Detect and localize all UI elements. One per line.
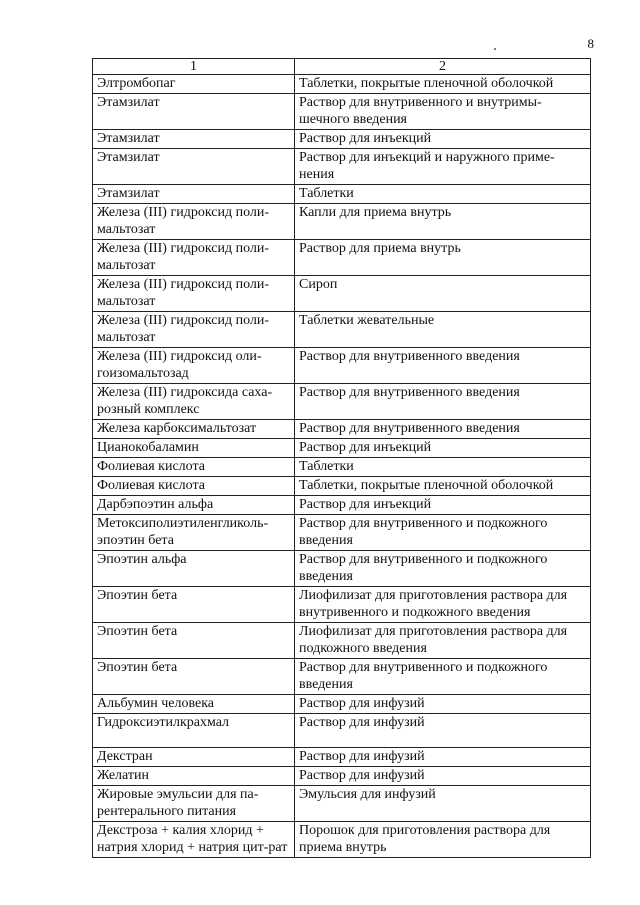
header-col-2: 2 <box>295 59 591 75</box>
table-row <box>93 312 591 348</box>
dosage-form-cell: Раствор для приема внутрь <box>295 240 591 276</box>
dosage-form-cell: Раствор для инъекций <box>295 130 591 149</box>
substance-cell: Этамзилат <box>93 130 295 149</box>
table-row <box>93 623 591 659</box>
table-row <box>93 458 591 477</box>
table-row <box>93 75 591 94</box>
substance-cell: Цианокобаламин <box>93 439 295 458</box>
substance-cell: Декстроза + калия хлорид + натрия хлорид + натрия цит-рат <box>93 822 295 858</box>
substance-cell: Декстран <box>93 748 295 767</box>
drug-table <box>92 58 591 858</box>
dosage-form-cell: Раствор для внутривенного и подкожного введения <box>295 515 591 551</box>
table-row <box>93 439 591 458</box>
substance-cell: Этамзилат <box>93 94 295 130</box>
table-row <box>93 185 591 204</box>
substance-cell: Железа (III) гидроксида саха-розный комплекс <box>93 384 295 420</box>
header-col-1: 1 <box>93 59 295 75</box>
substance-cell: Желатин <box>93 767 295 786</box>
table-row <box>93 786 591 822</box>
table-row <box>93 94 591 130</box>
dosage-form-cell: Таблетки жевательные <box>295 312 591 348</box>
substance-cell: Железа (III) гидроксид оли-гоизомальтозад <box>93 348 295 384</box>
page-number: 8 <box>587 36 594 51</box>
dosage-form-cell: Раствор для внутривенного и внутримы-шечного введения <box>295 94 591 130</box>
substance-cell: Фолиевая кислота <box>93 458 295 477</box>
dosage-form-cell: Лиофилизат для приготовления раствора для внутривенного и подкожного введения <box>295 587 591 623</box>
substance-cell: Эпоэтин бета <box>93 659 295 695</box>
table-row <box>93 240 591 276</box>
dosage-form-cell: Раствор для инфузий <box>295 714 591 748</box>
table-row <box>93 659 591 695</box>
table-row <box>93 348 591 384</box>
table-row <box>93 587 591 623</box>
substance-cell: Этамзилат <box>93 185 295 204</box>
dosage-form-cell: Раствор для внутривенного введения <box>295 348 591 384</box>
substance-cell: Эпоэтин бета <box>93 587 295 623</box>
substance-cell: Дарбэпоэтин альфа <box>93 496 295 515</box>
table-row <box>93 496 591 515</box>
header-row <box>93 59 591 75</box>
substance-cell: Гидроксиэтилкрахмал <box>93 714 295 748</box>
dosage-form-cell: Таблетки, покрытые пленочной оболочкой <box>295 75 591 94</box>
substance-cell: Железа (III) гидроксид поли-мальтозат <box>93 204 295 240</box>
dosage-form-cell: Лиофилизат для приготовления раствора для подкожного введения <box>295 623 591 659</box>
dosage-form-cell: Раствор для внутривенного и подкожного введения <box>295 551 591 587</box>
dosage-form-cell: Эмульсия для инфузий <box>295 786 591 822</box>
dosage-form-cell: Раствор для внутривенного введения <box>295 384 591 420</box>
substance-cell: Железа (III) гидроксид поли-мальтозат <box>93 276 295 312</box>
table-row <box>93 714 591 748</box>
table-row <box>93 149 591 185</box>
substance-cell: Фолиевая кислота <box>93 477 295 496</box>
table-row <box>93 695 591 714</box>
dosage-form-cell: Раствор для инъекций <box>295 496 591 515</box>
dosage-form-cell: Порошок для приготовления раствора для приема внутрь <box>295 822 591 858</box>
substance-cell: Элтромбопаг <box>93 75 295 94</box>
substance-cell: Железа карбоксимальтозат <box>93 420 295 439</box>
dosage-form-cell: Раствор для внутривенного и подкожного введения <box>295 659 591 695</box>
dosage-form-cell: Капли для приема внутрь <box>295 204 591 240</box>
dosage-form-cell: Раствор для инъекций <box>295 439 591 458</box>
table-row <box>93 515 591 551</box>
dosage-form-cell: Таблетки, покрытые пленочной оболочкой <box>295 477 591 496</box>
substance-cell: Железа (III) гидроксид поли-мальтозат <box>93 312 295 348</box>
substance-cell: Эпоэтин альфа <box>93 551 295 587</box>
dosage-form-cell: Раствор для инфузий <box>295 695 591 714</box>
dosage-form-cell: Раствор для инъекций и наружного приме-нения <box>295 149 591 185</box>
table-row <box>93 551 591 587</box>
table-row <box>93 748 591 767</box>
substance-cell: Железа (III) гидроксид поли-мальтозат <box>93 240 295 276</box>
table-row <box>93 130 591 149</box>
dosage-form-cell: Таблетки <box>295 458 591 477</box>
table-row <box>93 420 591 439</box>
dosage-form-cell: Раствор для внутривенного введения <box>295 420 591 439</box>
substance-cell: Метоксиполиэтиленгликоль-эпоэтин бета <box>93 515 295 551</box>
table-row <box>93 276 591 312</box>
scan-speck <box>494 48 496 50</box>
substance-cell: Этамзилат <box>93 149 295 185</box>
substance-cell: Жировые эмульсии для па-рентерального питания <box>93 786 295 822</box>
table-row <box>93 477 591 496</box>
dosage-form-cell: Раствор для инфузий <box>295 767 591 786</box>
dosage-form-cell: Сироп <box>295 276 591 312</box>
table-row <box>93 204 591 240</box>
table-row <box>93 767 591 786</box>
substance-cell: Альбумин человека <box>93 695 295 714</box>
dosage-form-cell: Таблетки <box>295 185 591 204</box>
table-row <box>93 384 591 420</box>
dosage-form-cell: Раствор для инфузий <box>295 748 591 767</box>
substance-cell: Эпоэтин бета <box>93 623 295 659</box>
table-row <box>93 822 591 858</box>
